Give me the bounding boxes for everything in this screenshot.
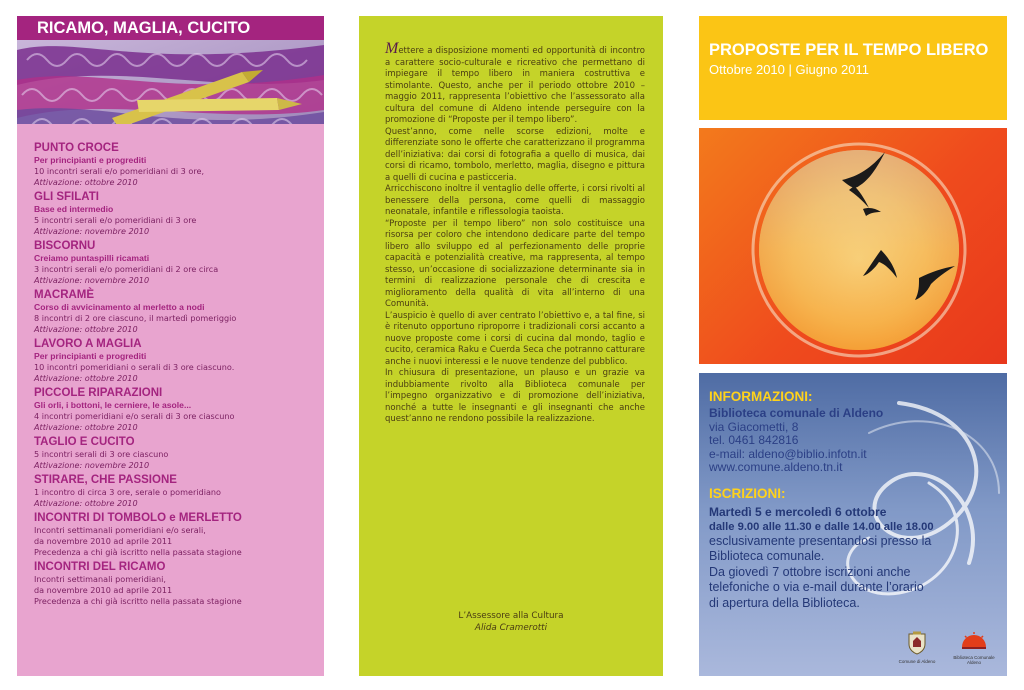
course-item: [34, 560, 324, 607]
course-name: PUNTO CROCE: [34, 142, 119, 154]
middle-panel: [359, 16, 663, 676]
yarn-photo: [17, 40, 324, 135]
section-title: RICAMO, MAGLIA, CUCITO: [17, 16, 324, 40]
iscrizioni-line: di apertura della Biblioteca.: [709, 595, 860, 610]
library-name: Biblioteca comunale di Aldeno: [709, 406, 884, 420]
municipal-crest-icon: [907, 631, 927, 655]
library-logo: [951, 631, 997, 665]
library-address: via Giacometti, 8: [709, 419, 799, 434]
intro-paragraph: [385, 40, 645, 127]
course-name: MACRAMÈ: [34, 289, 95, 301]
intro-paragraph: Quest’anno, come nelle scorse edizioni, molte e differenziate sono le offerte che caratterizzano il programma dell’iniziativa: dai corsi di fotografia a quello di musica, dai corsi di ricamo, tombolo, merletto, maglia, disegno e pittura a quelli di cucina e pasticceria.: [385, 126, 645, 183]
course-detail: 3 incontri serali e/o pomeridiani di 2 ore circa: [34, 264, 219, 274]
course-detail: 5 incontri serali di 3 ore ciascuno: [34, 449, 169, 459]
course-detail: da novembre 2010 ad aprile 2011: [34, 536, 173, 546]
intro-paragraph: L’auspicio è quello di aver centrato l’obiettivo e, a tal fine, si è ritenuto opportuno riproporre i tradizionali corsi accanto a nuove proposte come i corsi di cucina dal mondo, taglio e cucito, ceramica Raku e Cuerda Seca che potranno catturare anche i nuovi interessi e le nuove tendenze del pubblico.: [385, 310, 645, 367]
course-detail: 1 incontro di circa 3 ore, serale o pomeridiano: [34, 487, 221, 497]
course-activation: Attivazione: ottobre 2010: [34, 498, 138, 508]
course-name: STIRARE, CHE PASSIONE: [34, 474, 177, 486]
course-activation: Attivazione: novembre 2010: [34, 226, 150, 236]
course-subtitle: Base ed intermedio: [34, 204, 114, 214]
course-subtitle: Gli orli, i bottoni, le cerniere, le asole...: [34, 400, 192, 410]
logo-caption: Comune di Aldeno: [898, 659, 936, 664]
iscrizioni-days: Martedì 5 e mercoledì 6 ottobre: [709, 504, 887, 519]
course-activation: Attivazione: ottobre 2010: [34, 324, 138, 334]
course-activation: Attivazione: ottobre 2010: [34, 422, 138, 432]
course-subtitle: Per principianti e progrediti: [34, 351, 147, 361]
intro-paragraph: Arricchiscono inoltre il ventaglio delle offerte, i corsi rivolti al benessere della persona, come quelli di massaggio neonatale, infantile e riflessologia taoista.: [385, 184, 645, 217]
course-name: INCONTRI DEL RICAMO: [34, 561, 166, 573]
iscrizioni-line: esclusivamente presentandosi presso la: [709, 533, 932, 548]
library-website: www.comune.aldeno.tn.it: [709, 460, 843, 474]
iscrizioni-line: Da giovedì 7 ottobre iscrizioni anche: [709, 564, 911, 579]
birds-sun-illustration: [699, 128, 1007, 364]
course-detail: 8 incontri di 2 ore ciascuno, il martedì pomeriggio: [34, 313, 237, 323]
intro-text: [385, 40, 645, 426]
course-name: GLI SFILATI: [34, 191, 99, 203]
info-title: INFORMAZIONI:: [709, 389, 813, 404]
course-name: BISCORNU: [34, 240, 96, 252]
course-name: PICCOLE RIPARAZIONI: [34, 387, 163, 399]
left-panel: [17, 16, 324, 676]
course-detail: Incontri settimanali pomeridiani e/o serali,: [34, 525, 206, 535]
library-sun-logo-icon: [959, 631, 989, 651]
intro-paragraph: In chiusura di presentazione, un plauso e un grazie va indubbiamente rivolto alla Biblioteca comunale per l’impegno organizzativo e di promozione dell’iniziativa, nonché a tutte le insegnanti e gli insegnanti che anche quest’anno ne rendono possibile la realizzazione.: [385, 368, 645, 424]
iscrizioni-line: telefoniche o via e-mail durante l’orario: [709, 580, 924, 594]
cover-subtitle: Ottobre 2010 | Giugno 2011: [709, 62, 869, 77]
course-detail: 5 incontri serali e/o pomeridiani di 3 ore: [34, 215, 197, 225]
course-subtitle: Creiamo puntaspilli ricamati: [34, 253, 150, 263]
course-item: [34, 288, 324, 335]
course-list: [17, 124, 324, 676]
course-detail: 4 incontri pomeridiani e/o serali di 3 ore ciascuno: [34, 411, 235, 421]
course-item: [34, 337, 324, 384]
course-item: [34, 511, 324, 558]
library-phone: tel. 0461 842816: [709, 433, 799, 447]
cover-title: PROPOSTE PER IL TEMPO LIBERO: [709, 41, 989, 59]
course-item: [34, 386, 324, 433]
intro-paragraph: “Proposte per il tempo libero” non solo costituisce una risorsa per coloro che intendono dedicare parte del tempo libero allo sviluppo ed al perfezionamento delle proprie capacità e potenzialità creative, ma rappresenta, al tempo stesso, un’occasione di socializzazione determinante sia in termini di realizzazione personale che di crescita e miglioramento della qualità di vita all’interno di una Comunità.: [385, 218, 645, 309]
course-activation: Attivazione: novembre 2010: [34, 460, 150, 470]
cover-header: [699, 16, 1007, 120]
iscrizioni-line: Biblioteca comunale.: [709, 549, 825, 563]
course-detail: 10 incontri pomeridiani o serali di 3 ore ciascuno.: [34, 362, 235, 372]
iscrizioni-hours: dalle 9.00 alle 11.30 e dalle 14.00 alle 18.00: [709, 520, 934, 533]
course-item: [34, 473, 324, 509]
course-name: LAVORO A MAGLIA: [34, 338, 142, 350]
course-subtitle: Per principianti e progrediti: [34, 155, 147, 165]
drop-cap: M: [385, 40, 399, 57]
course-item: [34, 190, 324, 237]
knitting-yarn-image: [17, 40, 324, 135]
course-name: TAGLIO E CUCITO: [34, 436, 135, 448]
info-panel: [699, 373, 1007, 676]
course-detail: 10 incontri serali e/o pomeridiani di 3 ore,: [34, 166, 205, 176]
comune-logo: [895, 631, 939, 664]
course-subtitle: Corso di avvicinamento al merletto a nodi: [34, 302, 205, 312]
course-activation: Attivazione: ottobre 2010: [34, 177, 138, 187]
library-email: e-mail: aldeno@biblio.infotn.it: [709, 446, 867, 461]
iscrizioni-title: ISCRIZIONI:: [709, 485, 786, 501]
course-detail: Precedenza a chi già iscritto nella passata stagione: [34, 596, 242, 606]
info-content: [709, 389, 999, 611]
logo-caption: Biblioteca Comunale Aldeno: [953, 655, 995, 665]
course-detail: da novembre 2010 ad aprile 2011: [34, 585, 173, 595]
course-name: INCONTRI DI TOMBOLO e MERLETTO: [34, 512, 242, 524]
course-activation: Attivazione: novembre 2010: [34, 275, 150, 285]
signature-role: L’Assessore alla Cultura: [458, 611, 564, 621]
signature-name: Alida Cramerotti: [474, 623, 548, 633]
course-item: [34, 141, 324, 188]
course-activation: Attivazione: ottobre 2010: [34, 373, 138, 383]
signature: [359, 610, 663, 634]
course-detail: Incontri settimanali pomeridiani,: [34, 574, 166, 584]
course-item: [34, 435, 324, 471]
paragraph-text: ettere a disposizione momenti ed opportunità di incontro a carattere socio-culturale e ricreativo che permettano di impiegare il tempo libero in maniera costruttiva e stimolante. Questo, anche per il periodo ottobre 2010 – maggio 2011, rappresenta l’obiettivo che l’assessorato alla cultura del comune di Aldeno intende perseguire con la promozione di “Proposte per il tempo libero”.: [385, 46, 645, 125]
course-detail: Precedenza a chi già iscritto nella passata stagione: [34, 547, 242, 557]
course-item: [34, 239, 324, 286]
cover-artwork: [699, 128, 1007, 364]
